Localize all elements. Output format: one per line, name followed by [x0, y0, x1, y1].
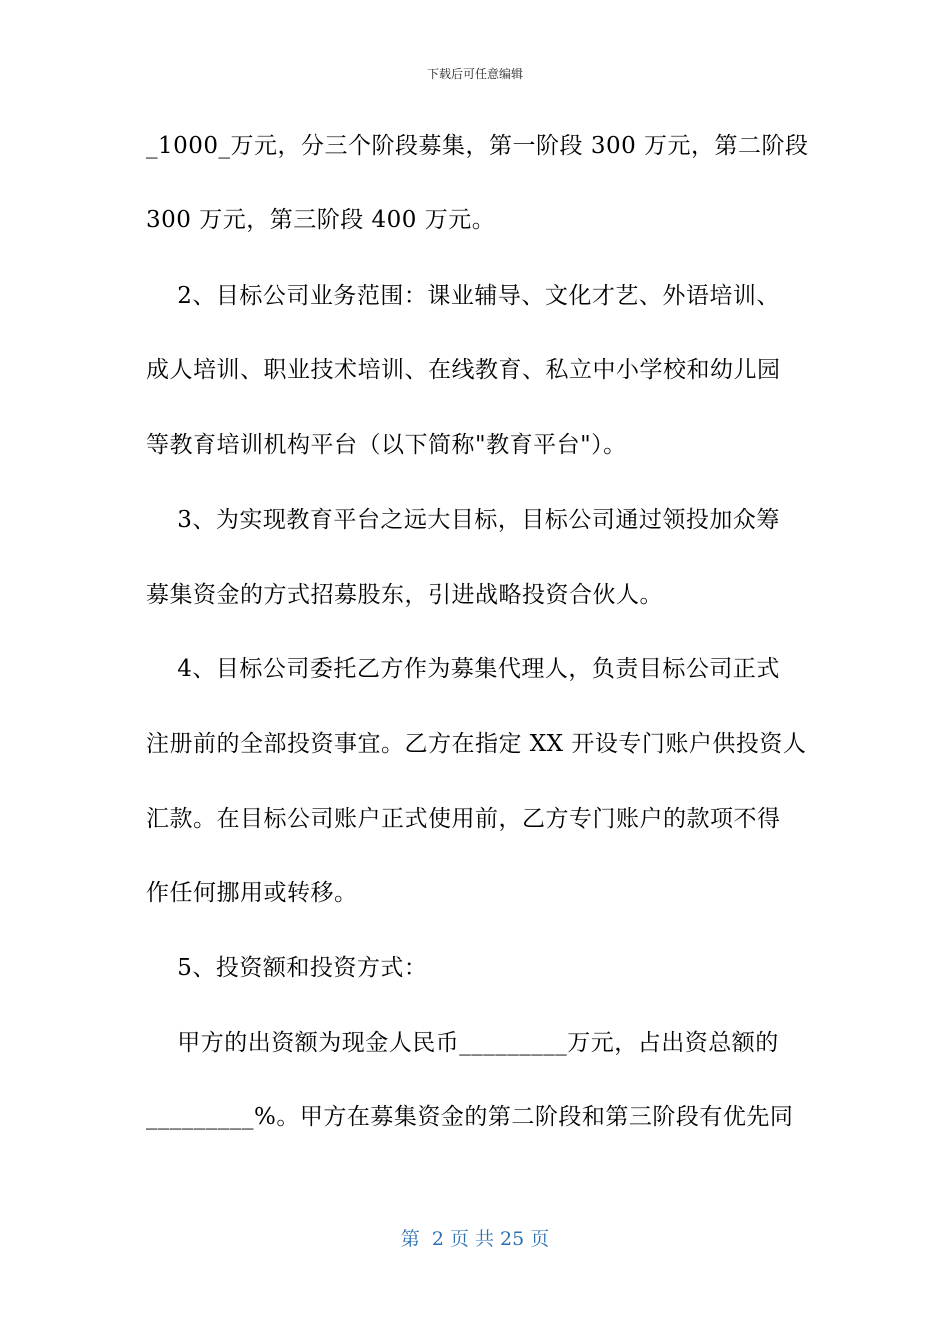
body-line-1: _1000_万元，分三个阶段募集，第一阶段 300 万元，第二阶段 — [146, 133, 809, 159]
body-line-2: 300 万元，第三阶段 400 万元。 — [146, 207, 496, 233]
body-line-5: 等教育培训机构平台（以下简称"教育平台"）。 — [146, 432, 627, 458]
body-line-11: 作任何挪用或转移。 — [146, 880, 358, 906]
body-line-4: 成人培训、职业技术培训、在线教育、私立中小学校和幼儿园 — [146, 357, 781, 383]
body-line-14: _________%。甲方在募集资金的第二阶段和第三阶段有优先同 — [146, 1104, 794, 1130]
body-line-8: 4、目标公司委托乙方作为募集代理人，负责目标公司正式 — [146, 656, 780, 682]
body-line-10: 汇款。在目标公司账户正式使用前，乙方专门账户的款项不得 — [146, 806, 781, 832]
page-number-footer: 第 2 页 共 25 页 — [400, 1228, 550, 1250]
body-line-7: 募集资金的方式招募股东，引进战略投资合伙人。 — [146, 582, 663, 608]
body-line-3: 2、目标公司业务范围：课业辅导、文化才艺、外语培训、 — [146, 283, 780, 309]
body-line-9: 注册前的全部投资事宜。乙方在指定 XX 开设专门账户供投资人 — [146, 731, 807, 757]
body-line-13: 甲方的出资额为现金人民币_________万元，占出资总额的 — [146, 1030, 779, 1056]
body-line-12: 5、投资额和投资方式： — [146, 955, 428, 981]
page-header: 下载后可任意编辑 — [426, 67, 523, 81]
body-line-6: 3、为实现教育平台之远大目标，目标公司通过领投加众筹 — [146, 507, 780, 533]
